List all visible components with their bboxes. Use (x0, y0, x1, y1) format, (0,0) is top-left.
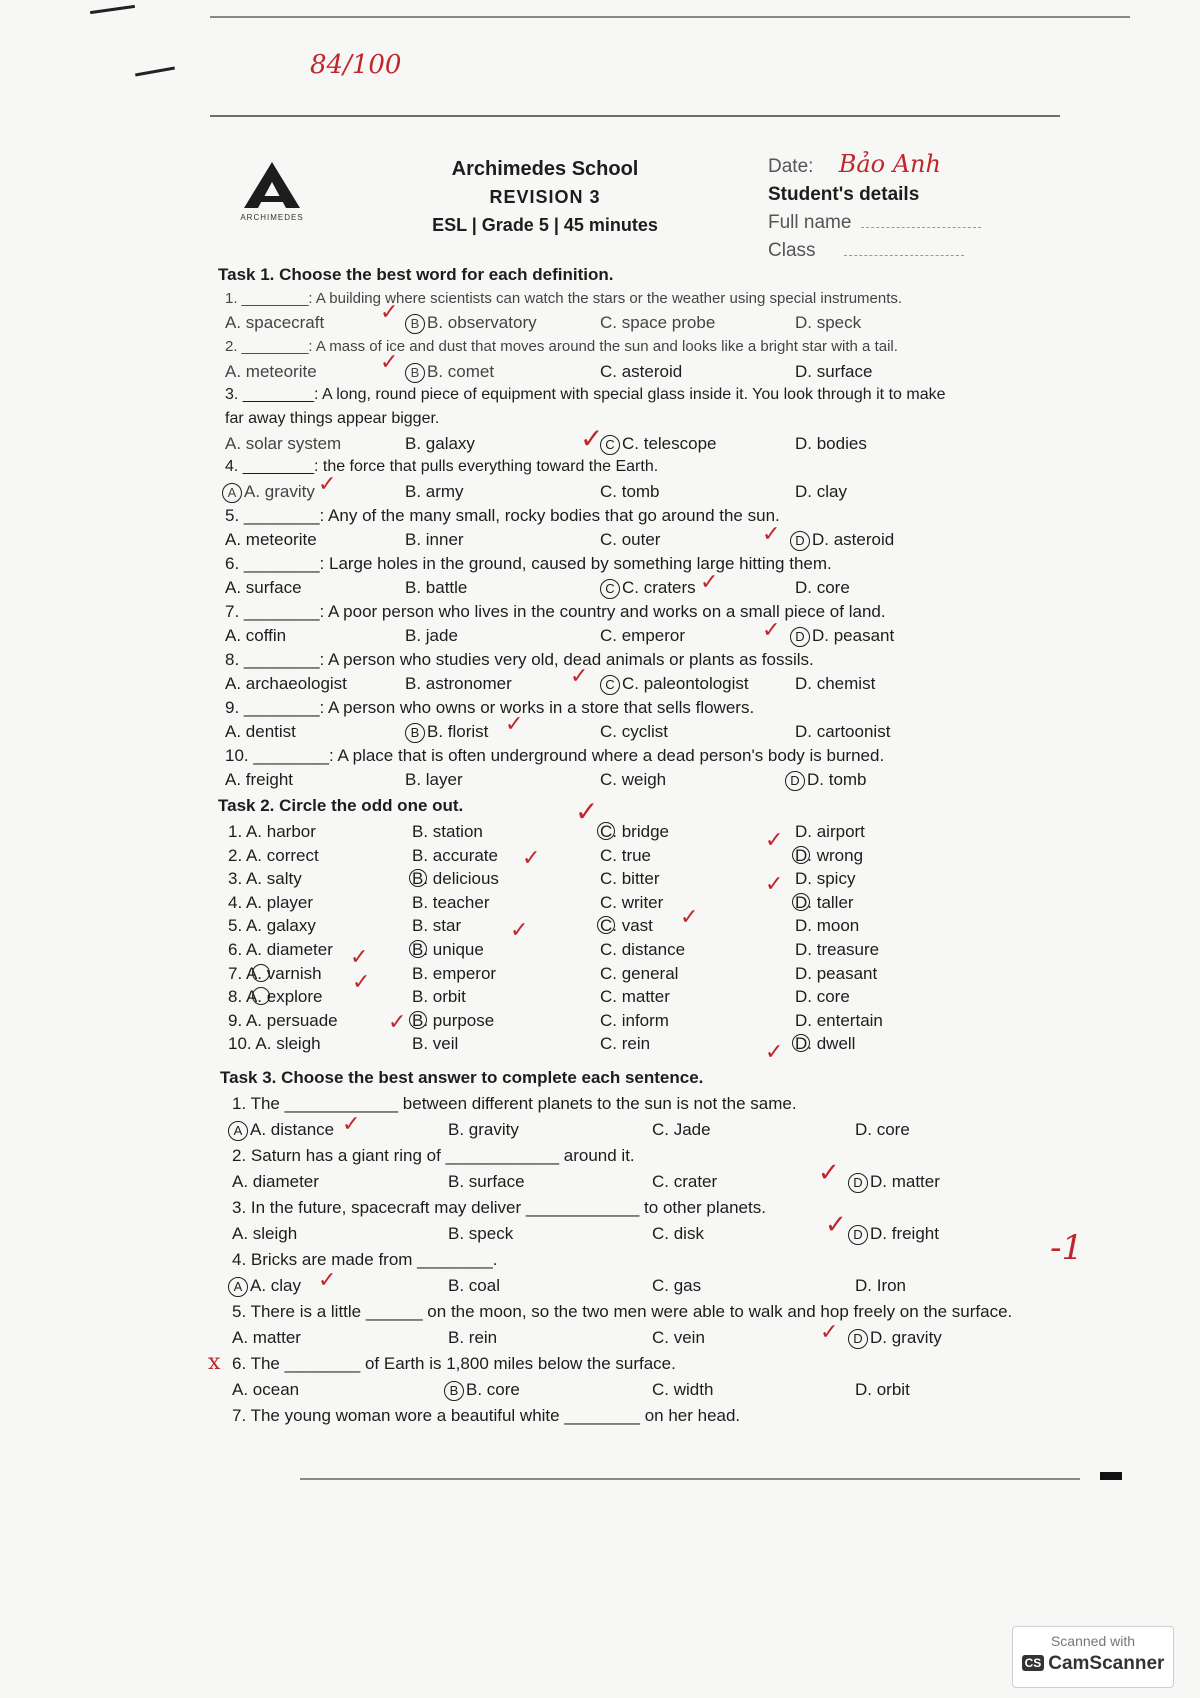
option: C. weigh (600, 770, 667, 789)
odd-one-out-option (228, 987, 323, 1007)
option-text: C. vast (600, 916, 653, 936)
option-text: D. peasant (812, 626, 895, 645)
odd-one-out-option (412, 964, 496, 984)
option-text: 9. A. persuade (228, 1010, 338, 1030)
option-text: B. florist (427, 722, 489, 741)
option: D D. tomb (785, 770, 867, 791)
camscanner-label (1013, 1653, 1173, 1675)
odd-one-out-option (600, 964, 678, 984)
date-value: Bảo Anh (838, 150, 941, 178)
option-text: C. matter (600, 987, 670, 1007)
option: D D. matter (848, 1172, 940, 1193)
question: 1. The ____________ between different planets to the sun is not the same. (232, 1094, 797, 1113)
option: A A. clay (228, 1276, 301, 1297)
option-text: C. general (600, 963, 679, 983)
option: A. meteorite (225, 362, 317, 381)
header-rule (210, 115, 1060, 117)
camscanner-name: CamScanner (1048, 1653, 1165, 1674)
question: 10. ________: A place that is often underground where a dead person's body is burned. (225, 746, 885, 765)
odd-one-out-option (795, 846, 863, 866)
check-mark: ✓ (388, 1010, 407, 1035)
check-mark: ✓ (825, 1210, 847, 1240)
odd-one-out-option (412, 916, 461, 936)
question: 5. There is a little ______ on the moon, so the two men were able to walk and hop freely on the surface. (232, 1302, 1013, 1321)
score: 84/100 (310, 50, 402, 80)
odd-one-out-option (795, 916, 859, 936)
scan-mark (1100, 1472, 1122, 1480)
option: D. speck (795, 313, 862, 332)
top-border (210, 16, 1130, 18)
option-text: D. wrong (795, 845, 864, 865)
option-text: D. airport (795, 822, 865, 841)
odd-one-out-option (600, 869, 660, 889)
option: A A. distance (228, 1120, 334, 1141)
option: A. freight (225, 770, 294, 789)
odd-one-out-option (795, 940, 879, 960)
check-mark: ✓ (700, 570, 719, 595)
option-text: C. inform (600, 1010, 669, 1030)
odd-one-out-option (228, 893, 313, 913)
odd-one-out-option (795, 869, 855, 889)
option: A. coffin (225, 626, 287, 645)
option: A. sleigh (232, 1224, 298, 1243)
option-text: D. entertain (795, 1010, 883, 1030)
option: C. width (652, 1380, 714, 1399)
option-text: B. station (412, 822, 483, 841)
question: 8. ________: A person who studies very old, dead animals or plants as fossils. (225, 650, 814, 669)
check-mark: ✓ (522, 846, 541, 871)
question-continued: far away things appear bigger. (225, 410, 440, 427)
option: B. speck (448, 1224, 514, 1243)
option: C. disk (652, 1224, 704, 1243)
option-text: D. treasure (795, 940, 880, 959)
question: 7. The young woman wore a beautiful white ________ on her head. (232, 1406, 741, 1425)
check-mark: ✓ (762, 522, 781, 547)
scan-mark (135, 67, 175, 77)
check-mark: ✓ (820, 1320, 839, 1345)
option: C C. paleontologist (600, 674, 749, 695)
option-text: B. unique (412, 940, 484, 959)
logo-icon (242, 160, 302, 210)
odd-one-out-option (795, 1011, 883, 1031)
option-text: C. writer (600, 892, 664, 912)
bottom-rule (300, 1478, 1080, 1480)
camscanner-icon: CS (1022, 1655, 1045, 1671)
option-text: A. gravity (244, 482, 315, 501)
option: B. gravity (448, 1120, 519, 1139)
check-mark: ✓ (575, 795, 599, 828)
option: B. surface (448, 1172, 525, 1191)
odd-one-out-option (795, 964, 877, 984)
check-mark: ✓ (342, 1112, 361, 1137)
check-mark: ✓ (680, 905, 699, 930)
odd-one-out-option (600, 1034, 650, 1054)
option-text: B. orbit (412, 987, 466, 1007)
check-mark: ✓ (765, 872, 784, 897)
option: C C. telescope (600, 434, 717, 455)
option: D. bodies (795, 434, 867, 453)
wrong-mark: x (208, 1350, 221, 1375)
option-text: C. bitter (600, 869, 660, 889)
option: B B. observatory (405, 313, 537, 334)
check-mark: ✓ (510, 918, 529, 943)
question: 2. Saturn has a giant ring of ____________ around it. (232, 1146, 635, 1165)
option: B. layer (405, 770, 463, 789)
full-name-label: Full name (768, 212, 852, 233)
option: B B. core (444, 1380, 520, 1401)
option: C. cyclist (600, 722, 668, 741)
odd-one-out-option (795, 1034, 855, 1054)
option: A. diameter (232, 1172, 319, 1191)
odd-one-out-option (600, 1011, 669, 1031)
option-text: D. core (795, 987, 850, 1007)
option: D. orbit (855, 1380, 910, 1399)
question: 6. The ________ of Earth is 1,800 miles below the surface. (232, 1354, 676, 1373)
option-text: 6. A. diameter (228, 940, 333, 959)
course-info: ESL | Grade 5 | 45 minutes (432, 215, 658, 235)
odd-one-out-option (228, 822, 316, 842)
option-text: C. distance (600, 940, 686, 959)
option-text: B. purpose (412, 1010, 495, 1030)
option: D D. freight (848, 1224, 939, 1245)
date-label: Date: (768, 156, 814, 177)
question: 3. ________: A long, round piece of equipment with special glass inside it. You look through it to make (225, 386, 946, 403)
option-text: B. accurate (412, 845, 498, 865)
odd-one-out-option (228, 964, 322, 984)
option-text: 4. A. player (228, 892, 314, 912)
option-text: 2. A. correct (228, 845, 319, 865)
penalty-mark: -1 (1050, 1228, 1084, 1268)
option: B. battle (405, 578, 468, 597)
odd-one-out-option (600, 987, 670, 1007)
scan-mark (90, 5, 135, 14)
option-text: 1. A. harbor (228, 822, 316, 841)
odd-one-out-option (795, 822, 865, 842)
option-text: D. taller (795, 892, 854, 912)
option-text: C. telescope (622, 434, 717, 453)
odd-one-out-option (412, 869, 499, 889)
option-text: 7. A. varnish (228, 963, 322, 983)
option: A. ocean (232, 1380, 300, 1399)
option: A. surface (225, 578, 302, 597)
odd-one-out-option (412, 1034, 458, 1054)
option-text: 10. A. sleigh (228, 1034, 321, 1054)
option: C. outer (600, 530, 661, 549)
option-text: 5. A. galaxy (228, 916, 316, 936)
task1-title: Task 1. Choose the best word for each definition. (218, 265, 614, 284)
camscanner-badge (1012, 1626, 1174, 1688)
option-text: A. distance (250, 1120, 335, 1139)
check-mark: ✓ (765, 1040, 784, 1065)
option: C. crater (652, 1172, 718, 1191)
option: D D. asteroid (790, 530, 894, 551)
option: C. gas (652, 1276, 702, 1295)
option: D D. gravity (848, 1328, 942, 1349)
school-logo (222, 160, 322, 222)
check-mark: ✓ (352, 970, 371, 995)
option-text: D. freight (870, 1224, 939, 1243)
option: C. space probe (600, 313, 716, 332)
check-mark: ✓ (570, 664, 589, 689)
option-text: 8. A. explore (228, 987, 323, 1007)
option: D. core (855, 1120, 910, 1139)
option: B. rein (448, 1328, 498, 1347)
option: B. inner (405, 530, 464, 549)
odd-one-out-option (412, 846, 498, 866)
option-text: C. bridge (600, 822, 669, 841)
option: A. spacecraft (225, 313, 325, 332)
odd-one-out-option (412, 822, 483, 842)
option: D. clay (795, 482, 847, 501)
option: D. core (795, 578, 850, 597)
option-text: 3. A. salty (228, 869, 302, 889)
option: B B. florist (405, 722, 488, 743)
option: D. chemist (795, 674, 876, 693)
question: 7. ________: A poor person who lives in the country and works on a small piece of land. (225, 602, 886, 621)
details-title: Student's details (768, 184, 920, 205)
odd-one-out-option (228, 916, 316, 936)
odd-one-out-option (412, 893, 490, 913)
option: A. solar system (225, 434, 342, 453)
check-mark: ✓ (505, 712, 524, 737)
question: 4. ________: the force that pulls everything toward the Earth. (225, 458, 659, 475)
option: C. emperor (600, 626, 686, 645)
odd-one-out-option (795, 987, 850, 1007)
check-mark: ✓ (818, 1158, 840, 1188)
full-name-field[interactable] (861, 227, 981, 228)
option-text: C. craters (622, 578, 696, 597)
check-mark: ✓ (580, 422, 604, 455)
option-text: B. delicious (412, 869, 499, 889)
odd-one-out-option (412, 987, 466, 1007)
option-text: D. moon (795, 916, 860, 936)
odd-one-out-option (228, 869, 302, 889)
class-label: Class (768, 240, 816, 261)
task2-title: Task 2. Circle the odd one out. (218, 796, 464, 815)
odd-one-out-option (600, 846, 651, 866)
question: 5. ________: Any of the many small, rocky bodies that go around the sun. (225, 506, 780, 525)
option: B. galaxy (405, 434, 475, 453)
check-mark: ✓ (762, 618, 781, 643)
option-text: D. asteroid (812, 530, 895, 549)
odd-one-out-option (600, 940, 685, 960)
option-text: D. dwell (795, 1034, 856, 1054)
option-text: B. star (412, 916, 462, 936)
check-mark: ✓ (380, 350, 399, 375)
option-text: D. matter (870, 1172, 940, 1191)
question: 6. ________: Large holes in the ground, caused by something large hitting them. (225, 554, 832, 573)
question: 1. ________: A building where scientists can watch the stars or the weather using special instruments. (225, 290, 903, 307)
option: B. army (405, 482, 464, 501)
option: C. vein (652, 1328, 705, 1347)
question: 4. Bricks are made from ________. (232, 1250, 498, 1269)
option-text: C. paleontologist (622, 674, 749, 693)
odd-one-out-option (600, 916, 653, 936)
check-mark: ✓ (318, 472, 337, 497)
student-details (768, 150, 1048, 265)
option: B. astronomer (405, 674, 512, 693)
option-text: D. tomb (807, 770, 867, 789)
scanned-with-label: Scanned with (1050, 1633, 1136, 1649)
option-text: D. peasant (795, 963, 878, 983)
option: C C. craters (600, 578, 696, 599)
odd-one-out-option (600, 893, 663, 913)
check-mark: ✓ (350, 945, 369, 970)
option: C. asteroid (600, 362, 683, 381)
check-mark: ✓ (318, 1268, 337, 1293)
odd-one-out-option (600, 822, 669, 842)
odd-one-out-option (412, 1011, 494, 1031)
school-heading (395, 155, 695, 239)
question: 9. ________: A person who owns or works in a store that sells flowers. (225, 698, 755, 717)
check-mark: ✓ (380, 300, 399, 325)
option: A A. gravity (222, 482, 315, 503)
school-name: Archimedes School (451, 158, 639, 180)
option-text: B. emperor (412, 963, 497, 983)
odd-one-out-option (228, 846, 319, 866)
option: A. matter (232, 1328, 301, 1347)
option: D D. peasant (790, 626, 894, 647)
option-text: A. clay (250, 1276, 302, 1295)
option: D. cartoonist (795, 722, 891, 741)
option: D. surface (795, 362, 873, 381)
option-text: B. veil (412, 1034, 459, 1054)
odd-one-out-option (228, 1011, 338, 1031)
option-text: B. core (466, 1380, 520, 1399)
option: C. Jade (652, 1120, 711, 1139)
revision-title: REVISION 3 (489, 187, 601, 207)
class-field[interactable] (844, 255, 964, 256)
option-text: C. true (600, 845, 652, 865)
odd-one-out-option (795, 893, 854, 913)
option: B. coal (448, 1276, 500, 1295)
option: A. dentist (225, 722, 296, 741)
option-text: D. gravity (870, 1328, 942, 1347)
check-mark: ✓ (765, 828, 784, 853)
odd-one-out-option (228, 1034, 321, 1054)
option: B. jade (405, 626, 458, 645)
option: A. archaeologist (225, 674, 347, 693)
question: 2. ________: A mass of ice and dust that moves around the sun and looks like a bright star with a tail. (225, 338, 898, 355)
option-text: B. teacher (412, 892, 490, 912)
question: 3. In the future, spacecraft may deliver ____________ to other planets. (232, 1198, 766, 1217)
option: C. tomb (600, 482, 660, 501)
option-text: B. observatory (427, 313, 537, 332)
option-text: C. rein (600, 1034, 651, 1054)
odd-one-out-option (412, 940, 484, 960)
option: B B. comet (405, 362, 494, 383)
task3-title: Task 3. Choose the best answer to complete each sentence. (220, 1068, 704, 1087)
option-text: B. comet (427, 362, 495, 381)
odd-one-out-option (228, 940, 333, 960)
option: A. meteorite (225, 530, 317, 549)
option: D. Iron (855, 1276, 907, 1295)
logo-name: ARCHIMEDES (240, 213, 304, 222)
option-text: D. spicy (795, 869, 856, 889)
